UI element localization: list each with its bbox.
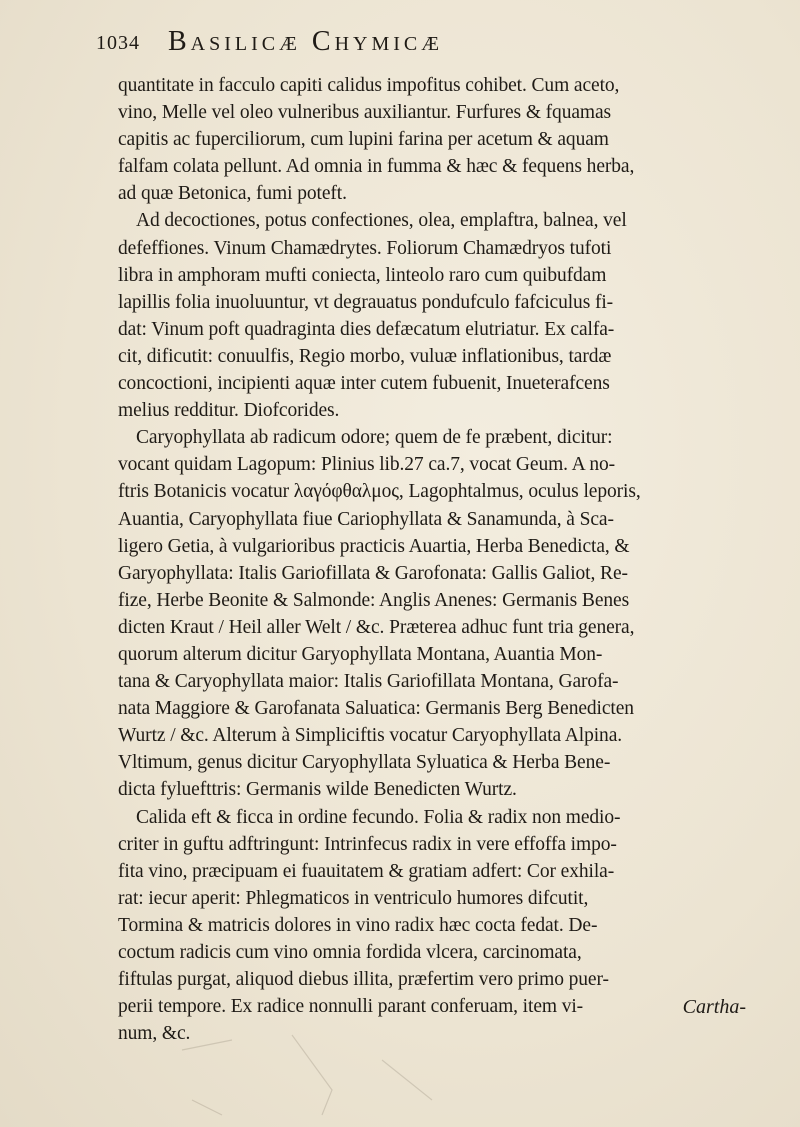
text-line: Garyophyllata: Italis Gariofillata & Garofonata: Gallis Galiot, Re- xyxy=(118,562,628,584)
running-head: Basilicæ Chymicæ xyxy=(168,26,444,57)
text-line: ligero Getia, à vulgarioribus practicis Auartia, Herba Benedicta, & xyxy=(118,535,630,557)
text-line: cit, dificutit: conuulfis, Regio morbo, vuluæ inflationibus, tardæ xyxy=(118,345,612,367)
text-line: fita vino, præcipuam ei fuauitatem & gratiam adfert: Cor exhila- xyxy=(118,860,615,882)
text-line: falfam colata pellunt. Ad omnia in fumma & hæc & fequens herba, xyxy=(118,156,635,178)
text-line: Wurtz / &c. Alterum à Simpliciftis vocatur Caryophyllata Alpina. xyxy=(118,725,623,747)
text-line: tana & Caryophyllata maior: Italis Gariofillata Montana, Garofa- xyxy=(118,671,619,693)
text-line: Caryophyllata ab radicum odore; quem de fe præbent, dicitur: xyxy=(136,427,613,449)
text-line: ftris Botanicis vocatur λαγόφθαλμος, Lagophtalmus, oculus leporis, xyxy=(118,481,641,503)
text-line: lapillis folia inuoluuntur, vt degrauatus pondufculo fafciculus fi- xyxy=(118,291,614,313)
text-line: Tormina & matricis dolores in vino radix hæc cocta fedat. De- xyxy=(118,914,598,936)
text-line: nata Maggiore & Garofanata Saluatica: Germanis Berg Benedicten xyxy=(118,698,634,720)
text-line: fize, Herbe Beonite & Salmonde: Anglis Anenes: Germanis Benes xyxy=(118,589,630,611)
text-line: Auantia, Caryophyllata fiue Cariophyllata & Sanamunda, à Sca- xyxy=(118,508,614,530)
text-line: ad quæ Betonica, fumi poteft. xyxy=(118,183,347,205)
text-line: capitis ac fuperciliorum, cum lupini farina per acetum & aquam xyxy=(118,129,609,151)
text-line: quorum alterum dicitur Garyophyllata Montana, Auantia Mon- xyxy=(118,643,603,665)
page-header xyxy=(96,26,736,66)
body-text xyxy=(118,72,760,1047)
text-line: criter in guftu adftringunt: Intrinfecus radix in vere effoffa impo- xyxy=(118,833,617,855)
show-through-marks xyxy=(172,1030,472,1120)
page-number: 1034 xyxy=(96,32,140,54)
text-line: concoctioni, incipienti aquæ inter cutem fubuenit, Inueterafcens xyxy=(118,373,610,395)
text-line: rat: iecur aperit: Phlegmaticos in ventriculo humores difcutit, xyxy=(118,887,589,909)
text-line: libra in amphoram mufti coniecta, linteolo raro cum quibufdam xyxy=(118,264,607,286)
text-line: melius redditur. Diofcorides. xyxy=(118,400,340,422)
text-line: dat: Vinum poft quadraginta dies defæcatum elutriatur. Ex calfa- xyxy=(118,318,615,340)
catchword: Cartha- xyxy=(682,996,746,1018)
text-line: Calida eft & ficca in ordine fecundo. Folia & radix non medio- xyxy=(136,806,621,828)
text-line: coctum radicis cum vino omnia fordida vlcera, carcinomata, xyxy=(118,942,582,963)
text-line: Vltimum, genus dicitur Caryophyllata Syluatica & Herba Bene- xyxy=(118,752,611,774)
text-line: perii tempore. Ex radice nonnulli parant conferuam, item vi- xyxy=(118,996,584,1018)
text-line: vocant quidam Lagopum: Plinius lib.27 ca.7, vocat Geum. A no- xyxy=(118,454,616,476)
text-line: quantitate in facculo capiti calidus impofitus cohibet. Cum aceto, xyxy=(118,75,620,96)
text-line: Ad decoctiones, potus confectiones, olea, emplaftra, balnea, vel xyxy=(136,210,627,232)
text-line: fiftulas purgat, aliquod diebus illita, præfertim vero primo puer- xyxy=(118,969,609,991)
text-line: defeffiones. Vinum Chamædrytes. Foliorum Chamædryos tufoti xyxy=(118,237,612,259)
text-line: dicta fyluefttris: Germanis wilde Benedicten Wurtz. xyxy=(118,779,517,801)
text-line: num, &c. xyxy=(118,1023,191,1045)
text-line: vino, Melle vel oleo vulneribus auxiliantur. Furfures & fquamas xyxy=(118,102,612,124)
text-line: dicten Kraut / Heil aller Welt / &c. Præterea adhuc funt tria genera, xyxy=(118,616,635,638)
